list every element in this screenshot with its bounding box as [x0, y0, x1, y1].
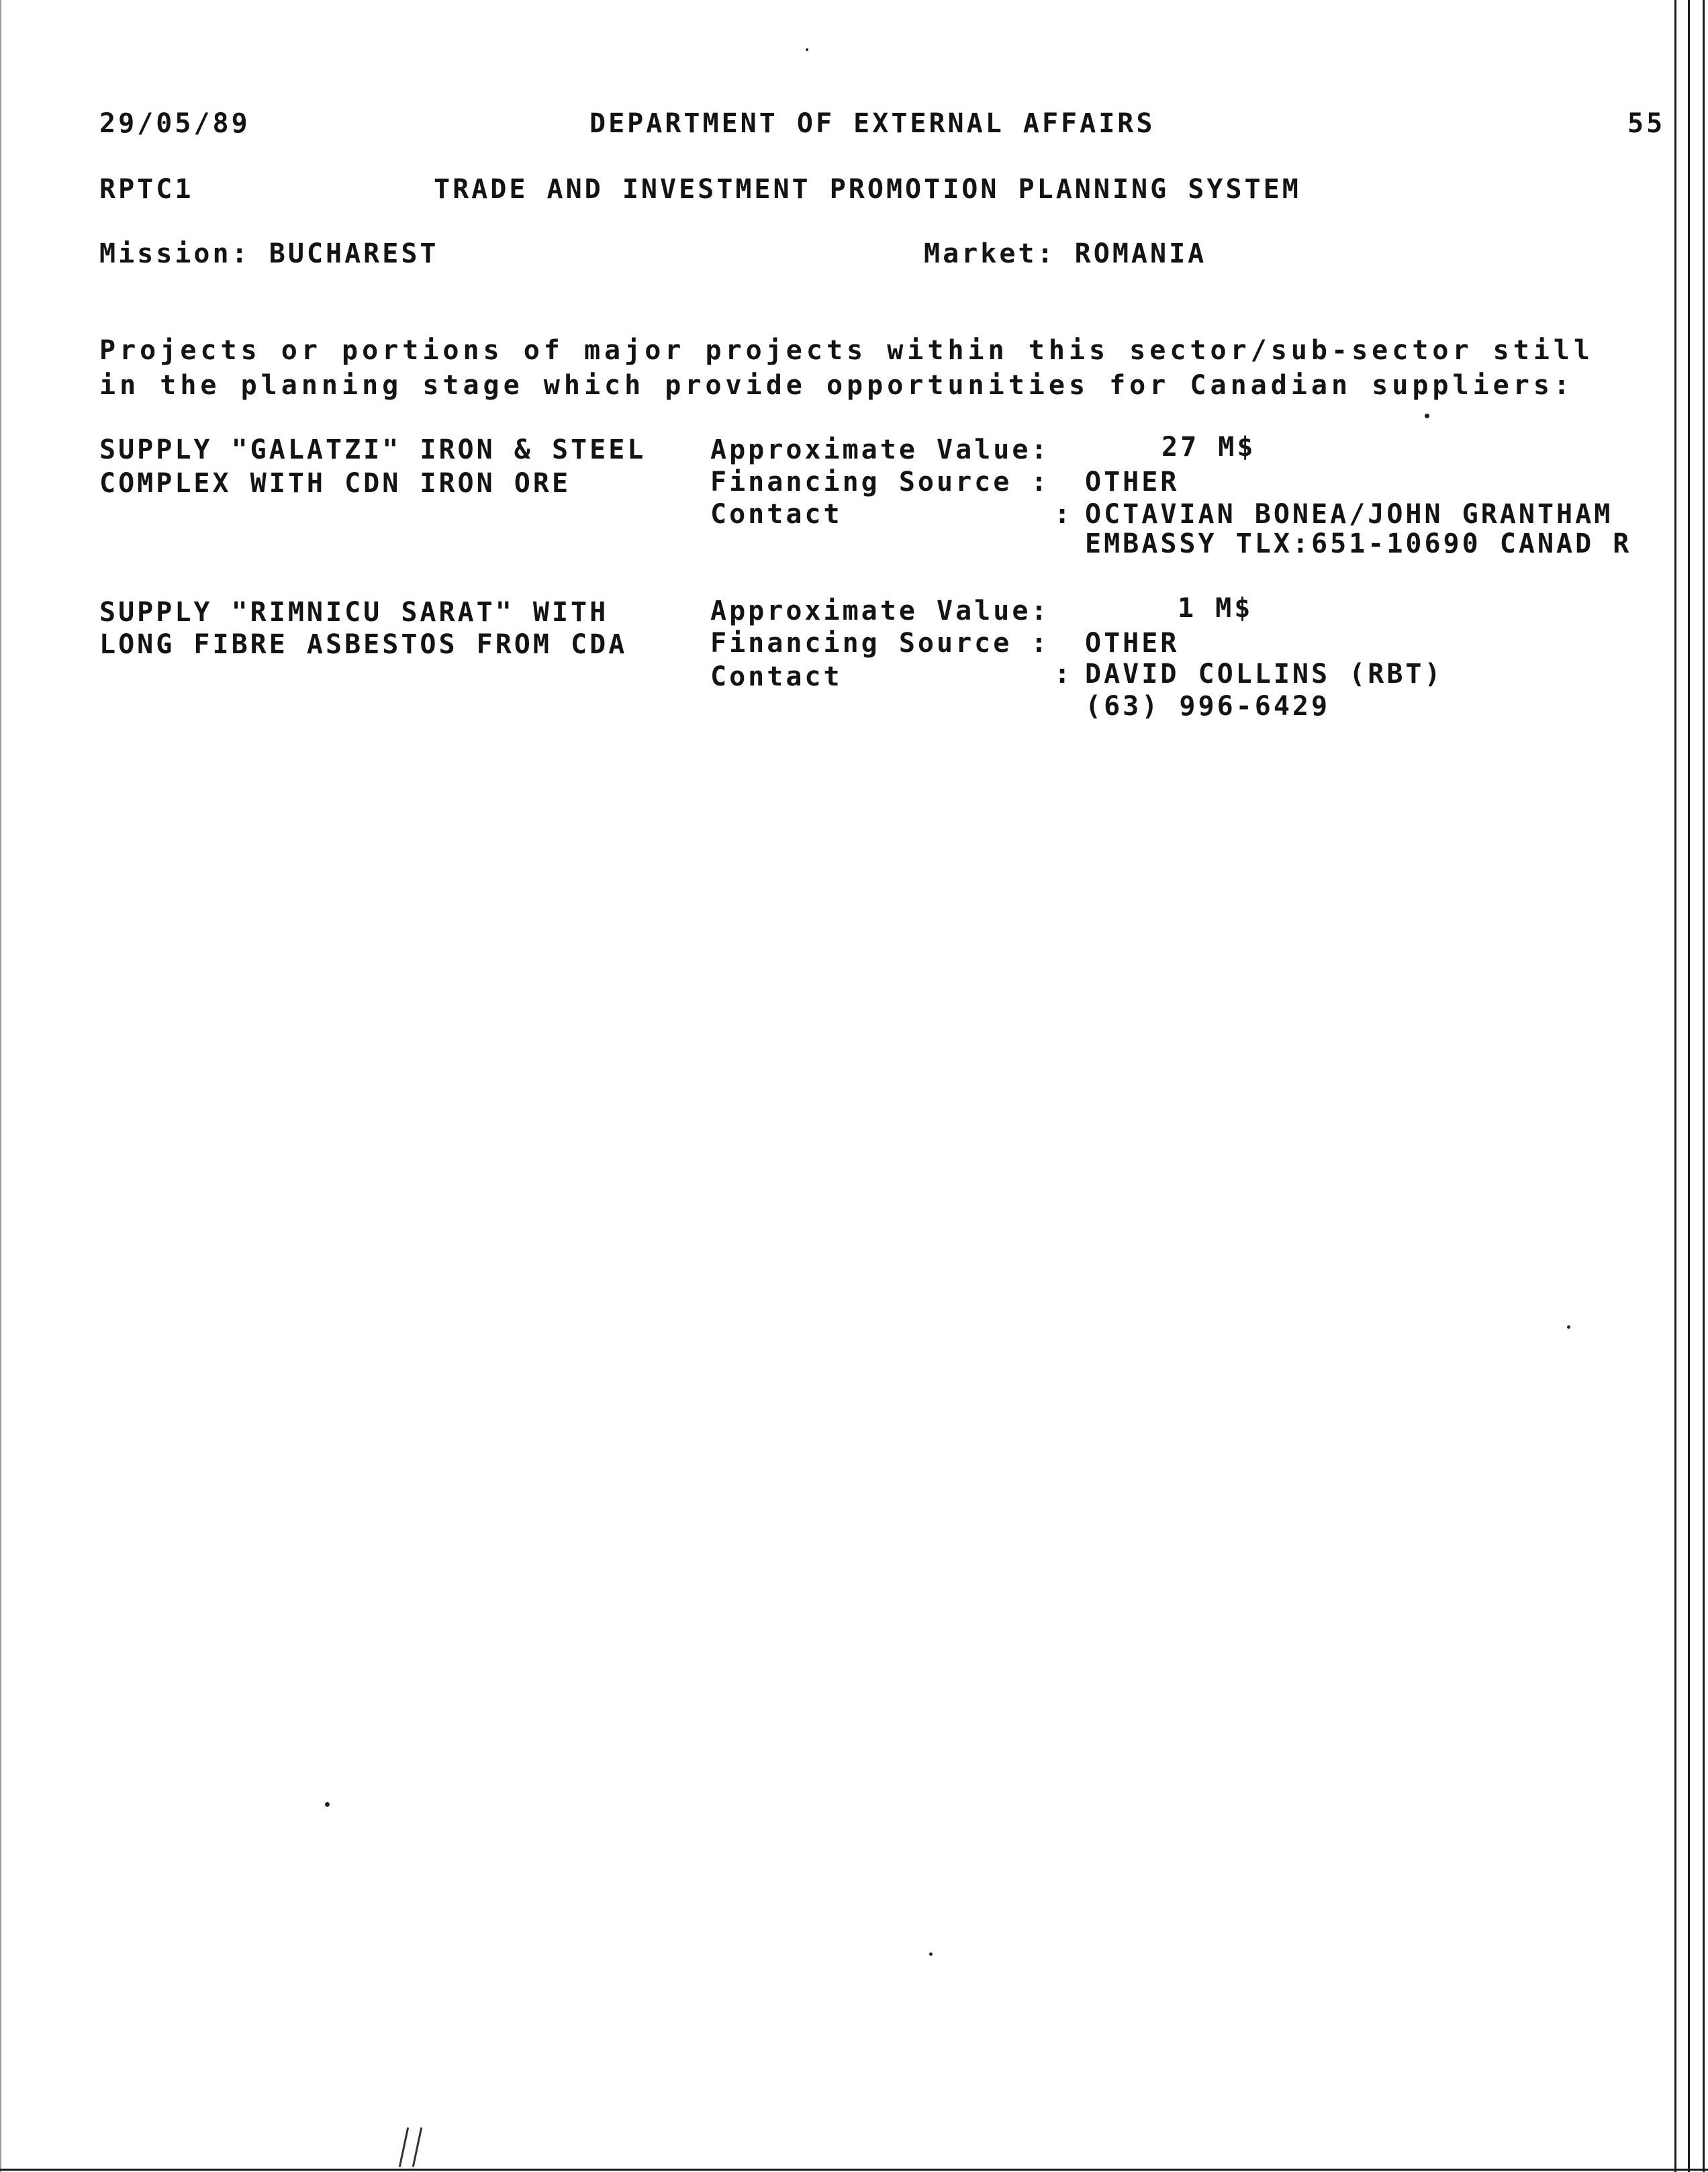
contact-separator: :: [1054, 659, 1074, 690]
contact-line-2: (63) 996-6429: [1085, 691, 1331, 722]
financing-source-label: Financing Source :: [710, 628, 1050, 659]
scan-right-edge-line-1: [1674, 0, 1676, 2172]
project-description-line-2: LONG FIBRE ASBESTOS FROM CDA: [99, 629, 628, 660]
scan-right-edge-line-3: [1703, 0, 1705, 2172]
page-number: 55: [1627, 108, 1666, 139]
contact-label: Contact: [710, 499, 843, 530]
scan-speck: [929, 1952, 933, 1956]
scan-speck: [1567, 1325, 1570, 1329]
intro-line-2: in the planning stage which provide opportunities for Canadian suppliers:: [99, 370, 1574, 401]
project-description-line-1: SUPPLY "GALATZI" IRON & STEEL: [99, 434, 647, 465]
system-title: TRADE AND INVESTMENT PROMOTION PLANNING SYSTEM: [434, 174, 1301, 205]
contact-line-1: OCTAVIAN BONEA/JOHN GRANTHAM: [1085, 499, 1613, 530]
scan-speck: [1425, 414, 1429, 418]
intro-line-1: Projects or portions of major projects within this sector/sub-sector still: [99, 335, 1595, 366]
scan-right-edge-line-2: [1688, 0, 1690, 2172]
project-description-line-2: COMPLEX WITH CDN IRON ORE: [99, 468, 571, 499]
approximate-value-label: Approximate Value:: [710, 596, 1050, 626]
financing-source-label: Financing Source :: [710, 467, 1050, 498]
approximate-value-label: Approximate Value:: [710, 434, 1050, 465]
scan-bottom-edge: [0, 2169, 1708, 2171]
scan-stroke: [412, 2127, 422, 2167]
contact-line-1: DAVID COLLINS (RBT): [1085, 659, 1443, 690]
approximate-value: 1 M$: [1178, 593, 1253, 624]
market-label: Market: ROMANIA: [924, 238, 1207, 269]
contact-line-2: EMBASSY TLX:651-10690 CANAD R: [1085, 528, 1632, 559]
report-code: RPTC1: [99, 174, 194, 205]
mission-label: Mission: BUCHAREST: [99, 238, 439, 269]
contact-separator: :: [1054, 499, 1074, 530]
contact-label: Contact: [710, 661, 843, 692]
project-description-line-1: SUPPLY "RIMNICU SARAT" WITH: [99, 597, 609, 628]
scan-speck: [325, 1802, 330, 1807]
approximate-value: 27 M$: [1161, 432, 1256, 463]
scan-stroke: [399, 2127, 409, 2167]
report-date: 29/05/89: [99, 108, 250, 139]
financing-source: OTHER: [1085, 628, 1180, 659]
scan-left-edge: [0, 0, 1, 2172]
department-title: DEPARTMENT OF EXTERNAL AFFAIRS: [589, 108, 1155, 139]
financing-source: OTHER: [1085, 467, 1180, 498]
scan-speck: [806, 48, 808, 51]
